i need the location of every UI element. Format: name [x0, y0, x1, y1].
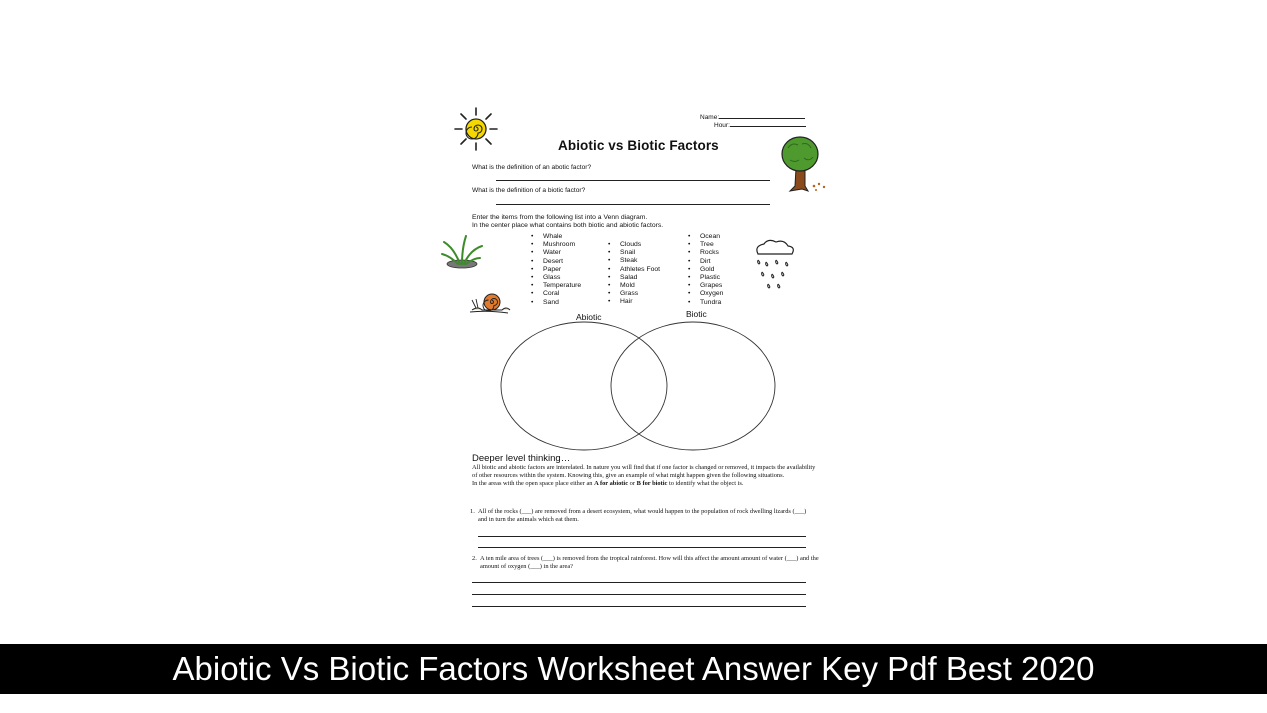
list-item: • Plastic: [688, 274, 723, 282]
question-1: 1. All of the rocks (___) are removed from a desert ecosystem, what would happen to the population of rock dwelling lizards (___) and in turn the animals which eat them.: [470, 508, 807, 524]
instruction-line-2: In the center place what contains both biotic and abiotic factors.: [472, 222, 664, 229]
item-list-column-2: [608, 241, 660, 307]
venn-label-biotic: Biotic: [686, 309, 707, 319]
list-item: • Paper: [531, 266, 581, 274]
worksheet-title: Abiotic vs Biotic Factors: [558, 138, 719, 153]
venn-circle-abiotic: [501, 322, 667, 450]
answer-line: [496, 204, 770, 205]
deeper-thinking-heading: Deeper level thinking…: [472, 453, 571, 464]
answer-line: [478, 547, 806, 548]
venn-diagram: [498, 318, 780, 454]
question-2: 2. A ten mile area of trees (___) is removed from the tropical rainforest. How will this affect the amount amount of water (___) and the amount of oxygen (___) in the area?: [472, 555, 819, 571]
list-item: • Tree: [688, 241, 723, 249]
list-item: • Gold: [688, 266, 723, 274]
list-item: • Desert: [531, 258, 581, 266]
list-item: • Water: [531, 249, 581, 257]
instruction-line-1: Enter the items from the following list into a Venn diagram.: [472, 214, 648, 221]
list-item: • Coral: [531, 290, 581, 298]
grass-icon: [440, 234, 484, 270]
list-item: • Ocean: [688, 233, 723, 241]
list-item: • Whale: [531, 233, 581, 241]
caption-bar: [0, 644, 1267, 694]
list-item: • Athletes Foot: [608, 266, 660, 274]
hour-field: Hour:: [714, 122, 806, 129]
list-item: • Sand: [531, 299, 581, 307]
list-item: • Snail: [608, 249, 660, 257]
snail-icon: [468, 290, 512, 316]
venn-circle-biotic: [611, 322, 775, 450]
sun-icon: [452, 106, 500, 152]
deeper-thinking-intro: All biotic and abiotic factors are interelated. In nature you will find that if one factor is changed or removed, it impacts the availability of other resources within the system. Knowing this, give an example of what might happen given the following situations. In the areas with the open space place either an A for abiotic or B for biotic to identify what the object is.: [472, 464, 816, 488]
list-item: • Rocks: [688, 249, 723, 257]
name-field: Name:: [700, 114, 805, 121]
rain-cloud-icon: [750, 238, 798, 294]
list-item: • Salad: [608, 274, 660, 282]
list-item: • Hair: [608, 298, 660, 306]
answer-line: [496, 180, 770, 181]
worksheet-page: [440, 100, 830, 620]
list-item: • Mold: [608, 282, 660, 290]
list-item: • Grapes: [688, 282, 723, 290]
item-list-column-1: [531, 233, 581, 307]
item-list-column-3: [688, 233, 723, 307]
caption-text: Abiotic Vs Biotic Factors Worksheet Answer Key Pdf Best 2020: [172, 650, 1095, 687]
list-item: • Dirt: [688, 258, 723, 266]
definition-question-abiotic: What is the definition of an abotic factor?: [472, 164, 592, 171]
answer-line: [478, 536, 806, 537]
answer-line: [472, 606, 806, 607]
list-item: • Tundra: [688, 299, 723, 307]
definition-question-biotic: What is the definition of a biotic factor?: [472, 187, 586, 194]
answer-line: [472, 582, 806, 583]
answer-line: [472, 594, 806, 595]
venn-label-abiotic: Abiotic: [576, 312, 602, 322]
list-item: • Temperature: [531, 282, 581, 290]
list-item: • Grass: [608, 290, 660, 298]
list-item: • Steak: [608, 257, 660, 265]
tree-icon: [778, 134, 830, 194]
list-item: • Mushroom: [531, 241, 581, 249]
list-item: • Clouds: [608, 241, 660, 249]
list-item: • Glass: [531, 274, 581, 282]
list-item: • Oxygen: [688, 290, 723, 298]
